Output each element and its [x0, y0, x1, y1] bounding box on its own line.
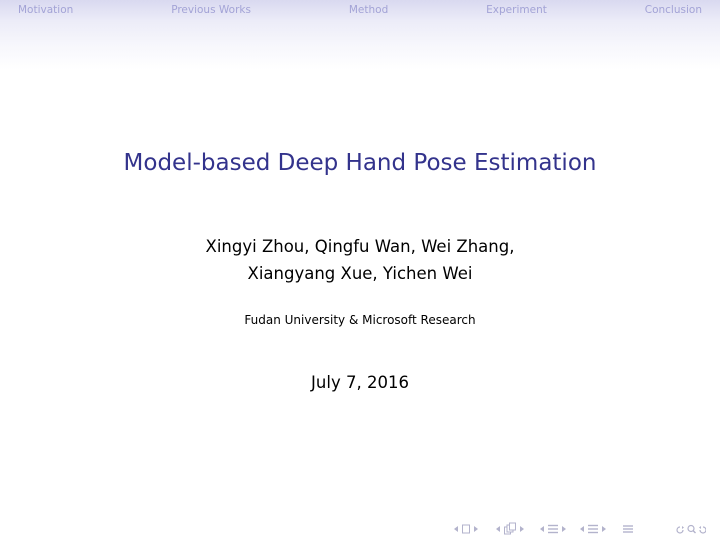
nav-section-experiment[interactable]: Experiment: [486, 4, 547, 16]
presentation-title: Model-based Deep Hand Pose Estimation: [123, 150, 597, 176]
subsection-next-icon[interactable]: [518, 522, 526, 536]
presentation-date: July 7, 2016: [311, 373, 409, 392]
frame-icon: [461, 522, 471, 536]
section-next-icon[interactable]: [560, 522, 568, 536]
section-icon: [547, 522, 559, 536]
part-icon: [587, 522, 599, 536]
search-icon[interactable]: [676, 522, 706, 536]
part-next-icon[interactable]: [600, 522, 608, 536]
institute: Fudan University & Microsoft Research: [244, 313, 476, 327]
frame-next-icon[interactable]: [472, 522, 480, 536]
nav-section-method[interactable]: Method: [348, 4, 389, 16]
authors-line-2: Xiangyang Xue, Yichen Wei: [247, 264, 473, 283]
frame-prev-icon[interactable]: [452, 522, 460, 536]
authors-line-1: Xingyi Zhou, Qingfu Wan, Wei Zhang,: [205, 237, 515, 256]
align-icon[interactable]: [622, 522, 634, 536]
authors: [0, 233, 720, 287]
part-prev-icon[interactable]: [578, 522, 586, 536]
section-prev-icon[interactable]: [538, 522, 546, 536]
nav-section-conclusion[interactable]: Conclusion: [644, 4, 702, 16]
subsection-icon: [503, 522, 517, 536]
nav-section-motivation[interactable]: Motivation: [18, 4, 74, 16]
subsection-prev-icon[interactable]: [494, 522, 502, 536]
section-navigation: [0, 0, 720, 20]
nav-section-previous-works[interactable]: Previous Works: [171, 4, 251, 16]
